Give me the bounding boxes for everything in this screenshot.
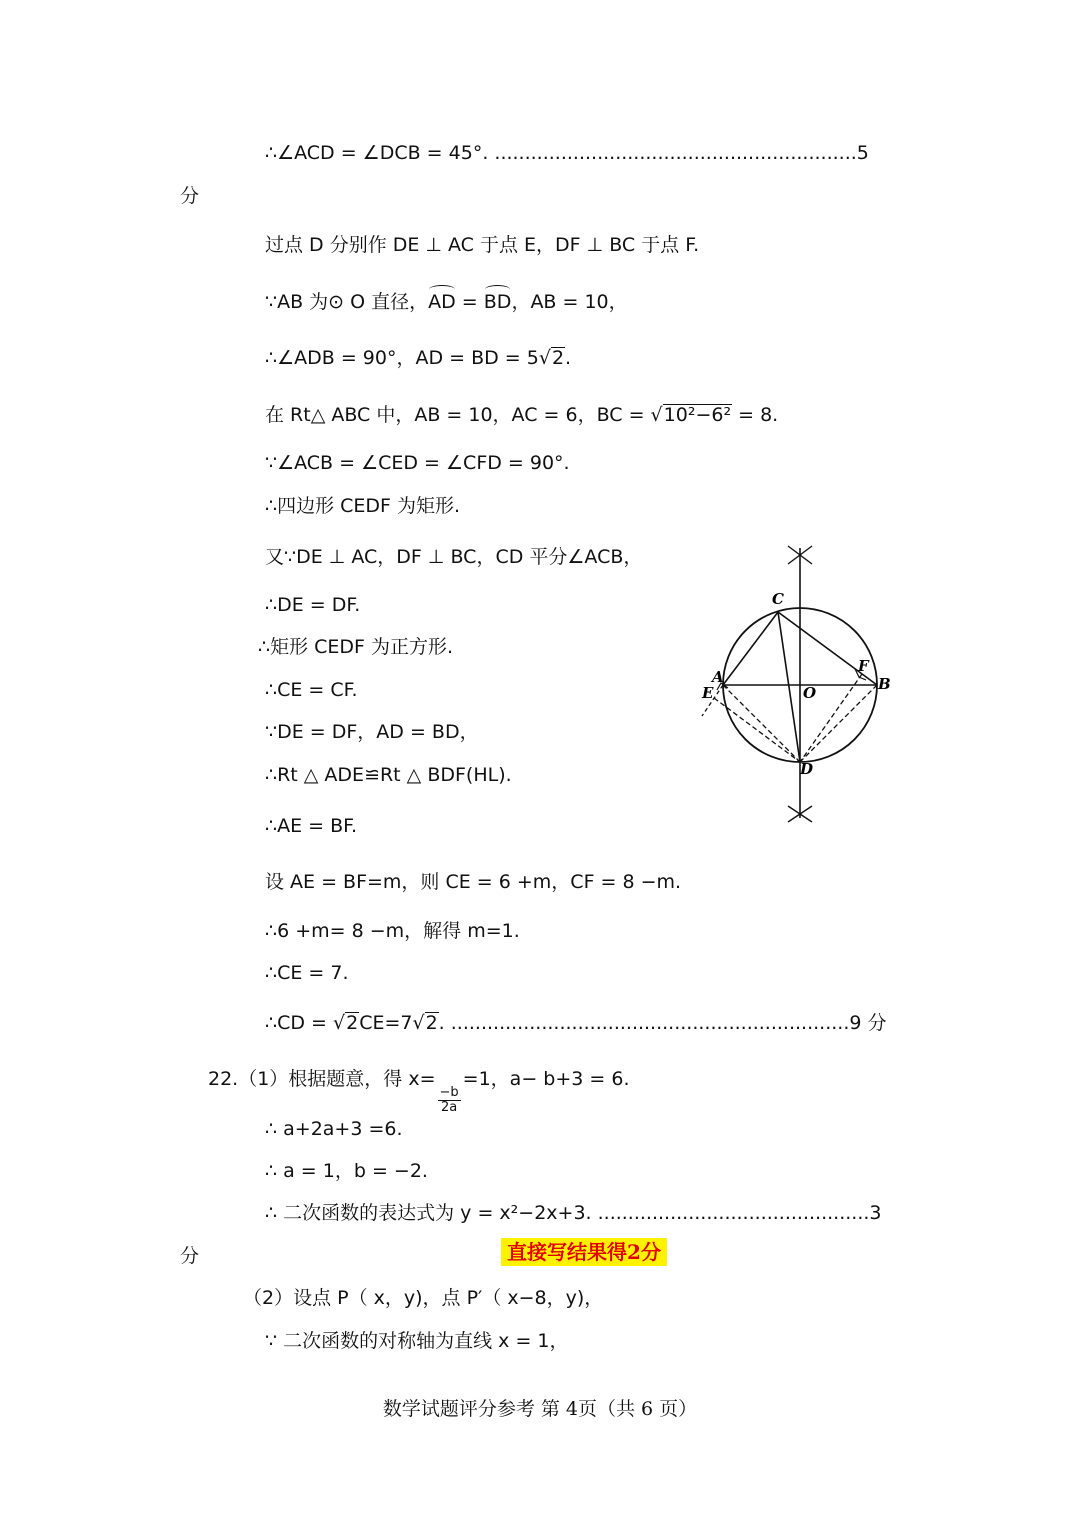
text-line: ∴CE = 7. <box>265 962 349 984</box>
segment-ad <box>723 685 800 762</box>
sqrt-radicand: 2 <box>346 1012 359 1034</box>
text-line: 设 AE = BF=m，则 CE = 6 +m，CF = 8 −m. <box>265 871 682 893</box>
text-line: ∴ a+2a+3 =6. <box>265 1118 403 1140</box>
text-line: ∴ a = 1，b = −2. <box>265 1160 428 1182</box>
text-line: （2）设点 P（ x，y)，点 P′（ x−8，y)， <box>243 1287 604 1309</box>
sqrt-radicand: 2 <box>425 1012 438 1034</box>
text-line: ∴CE = CF. <box>265 679 358 701</box>
text-line: ∴ 二次函数的表达式为 y = x²−2x+3. .............................................3 <box>265 1202 882 1224</box>
text-line: ∴矩形 CEDF 为正方形. <box>258 636 454 658</box>
text-segment: ∵AB 为⊙ O 直径， <box>265 291 429 313</box>
text-line: ∴AE = BF. <box>265 815 358 837</box>
text-line: ∵∠ACB = ∠CED = ∠CFD = 90°. <box>265 452 570 474</box>
text-line: 分 <box>180 1245 200 1267</box>
text-line <box>265 1010 887 1036</box>
page-footer: 数学试题评分参考 第 4页（共 6 页） <box>382 1398 698 1420</box>
text-segment: = 8. <box>732 404 779 426</box>
scoring-note-highlight: 直接写结果得2分 <box>501 1238 667 1266</box>
text-line <box>265 289 628 315</box>
fraction-denominator: 2a <box>440 1100 458 1115</box>
text-segment: =1，a− b+3 = 6. <box>462 1068 630 1090</box>
text-line: ∵DE = DF，AD = BD， <box>265 721 479 743</box>
text-line: ∴6 +m= 8 −m，解得 m=1. <box>265 920 520 942</box>
arc-notation: AD <box>428 291 456 313</box>
question-22-line <box>208 1066 629 1115</box>
text-line: 过点 D 分别作 DE ⊥ AC 于点 E，DF ⊥ BC 于点 F. <box>265 234 700 256</box>
label-d: D <box>800 760 814 778</box>
text-line <box>265 402 778 428</box>
sqrt-radicand: 10²−6² <box>663 404 732 426</box>
text-line <box>265 345 571 371</box>
sqrt-sign: √ <box>650 404 663 426</box>
label-c: C <box>772 590 784 608</box>
geometry-figure <box>690 540 900 830</box>
fraction <box>438 1086 461 1115</box>
text-line: ∴Rt △ ADE≌Rt △ BDF(HL). <box>265 764 512 786</box>
label-b: B <box>878 675 891 693</box>
label-o: O <box>803 684 817 702</box>
text-segment: . <box>565 347 572 369</box>
label-a: A <box>712 668 724 686</box>
segment-cd <box>778 612 800 762</box>
text-line: ∴四边形 CEDF 为矩形. <box>265 495 461 517</box>
label-f: F <box>858 657 869 675</box>
sqrt-sign: √ <box>412 1012 425 1034</box>
text-line: ∴DE = DF. <box>265 594 361 616</box>
text-line: ∵ 二次函数的对称轴为直线 x = 1， <box>265 1330 569 1352</box>
text-segment: = <box>455 291 484 313</box>
text-segment: 在 Rt△ ABC 中，AB = 10，AC = 6，BC = <box>265 404 651 426</box>
text-segment: 22.（1）根据题意，得 x= <box>208 1068 436 1090</box>
text-segment: ∴CD = <box>265 1012 333 1034</box>
label-e: E <box>702 684 714 702</box>
text-segment: ，AB = 10， <box>511 291 628 313</box>
text-segment: ∴∠ADB = 90°，AD = BD = 5 <box>265 347 539 369</box>
sqrt-sign: √ <box>332 1012 346 1034</box>
sqrt-sign: √ <box>538 347 551 369</box>
arc-notation: BD <box>483 291 512 313</box>
text-line: 分 <box>180 185 200 207</box>
sqrt-radicand: 2 <box>551 347 565 369</box>
text-line: ∴∠ACD = ∠DCB = 45°. ............................................................5 <box>265 142 869 164</box>
text-segment: CE=7 <box>359 1012 413 1034</box>
fraction-numerator: −b <box>439 1085 459 1100</box>
segment-ed <box>714 698 800 762</box>
text-line: 又∵DE ⊥ AC，DF ⊥ BC，CD 平分∠ACB， <box>265 546 643 568</box>
text-segment: . ..................................................................9 分 <box>438 1012 887 1034</box>
